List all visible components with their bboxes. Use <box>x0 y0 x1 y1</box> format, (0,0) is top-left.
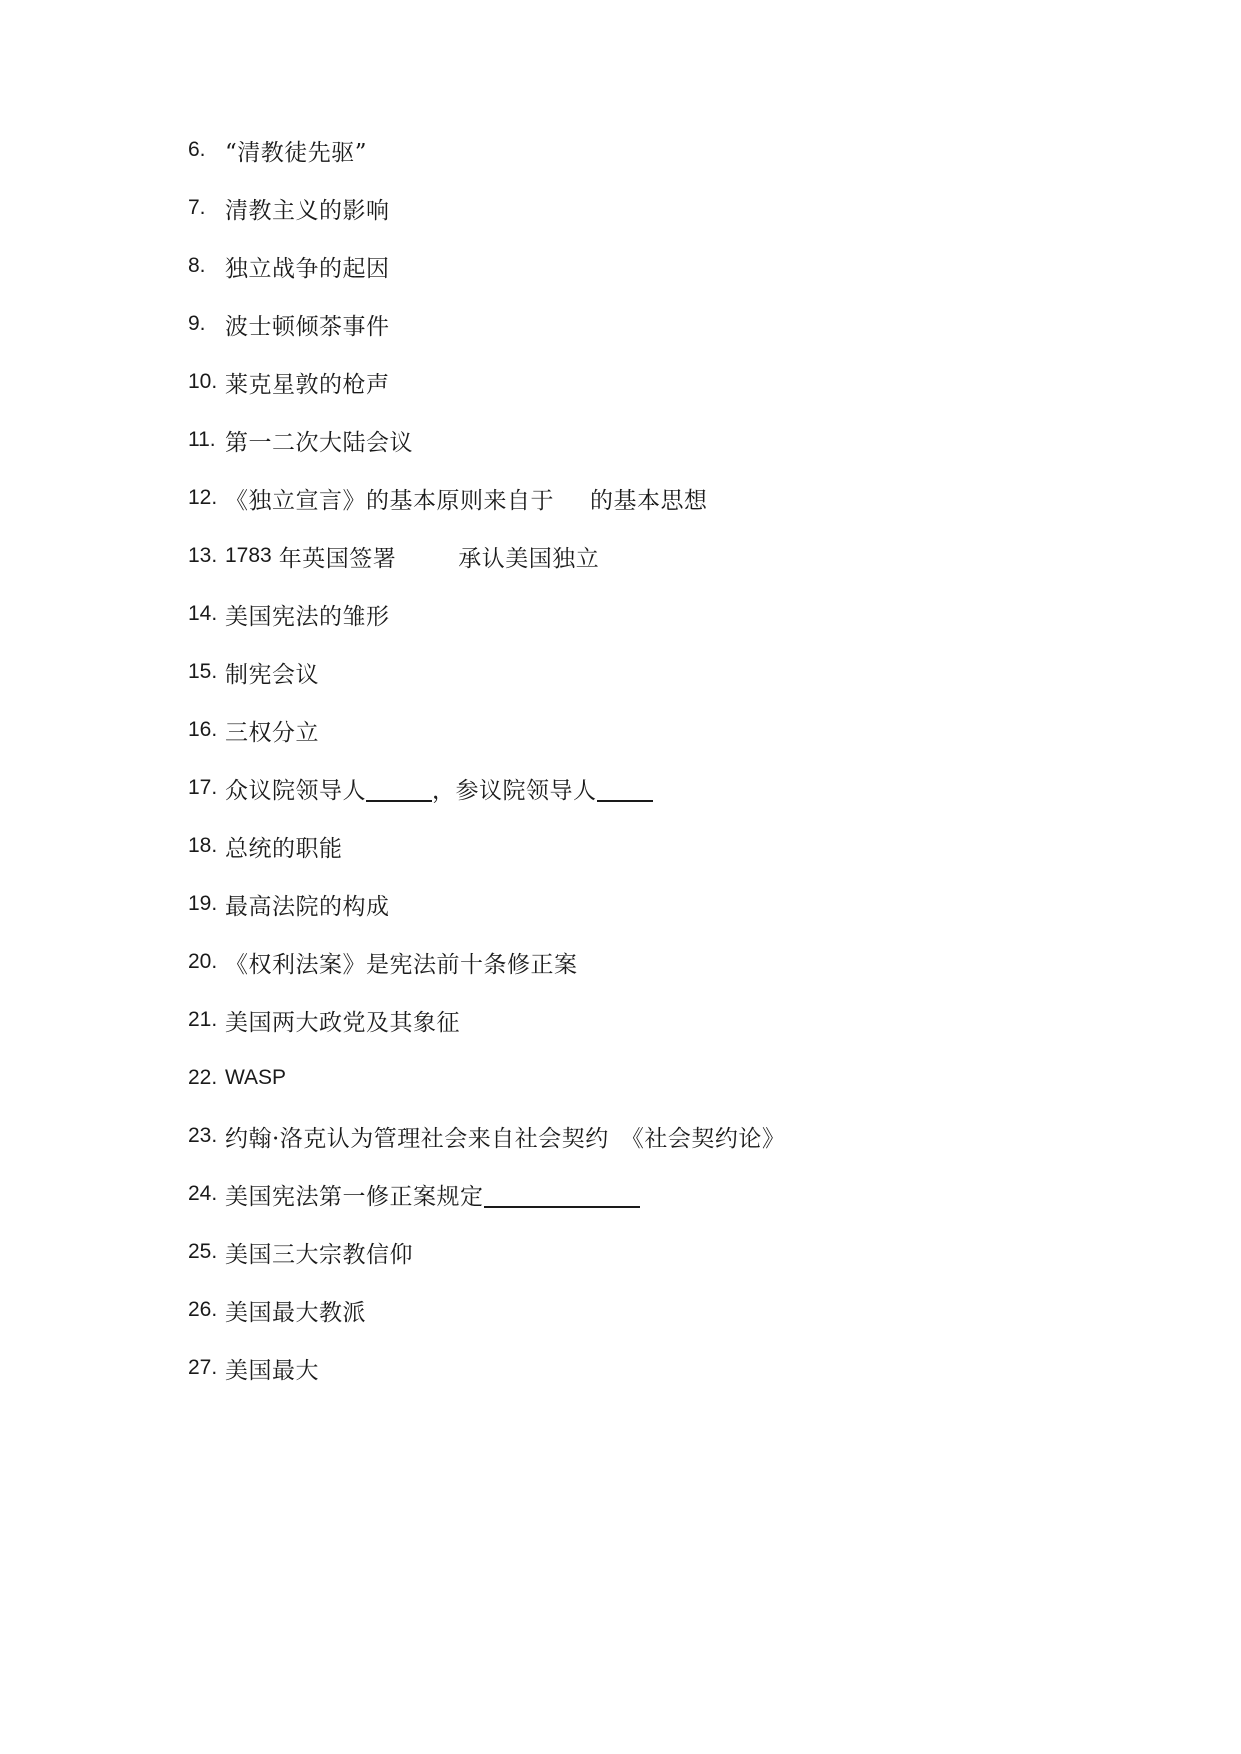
list-item <box>188 594 390 634</box>
item-number: 26. <box>188 1298 218 1321</box>
item-text: 第一二次大陆会议 <box>225 429 413 456</box>
fill-in-blank <box>366 778 432 802</box>
list-item <box>188 362 390 402</box>
item-text-part-a: 约翰·洛克认为管理社会来自社会契约 <box>225 1125 609 1152</box>
item-number: 12. <box>188 486 218 509</box>
item-text: WASP <box>225 1066 287 1089</box>
item-number: 17. <box>188 776 218 799</box>
item-number: 19. <box>188 892 218 915</box>
fill-in-blank <box>597 778 653 802</box>
item-text-part-b: 承认美国独立 <box>458 545 600 572</box>
list-item <box>188 304 390 344</box>
list-item <box>188 652 319 692</box>
item-number: 8. <box>188 254 206 277</box>
item-text: 总统的职能 <box>225 835 343 862</box>
item-text: 制宪会议 <box>225 661 319 688</box>
item-number: 15. <box>188 660 218 683</box>
item-text-part-a: 年英国签署 <box>278 545 397 572</box>
item-text-part-b: 的基本思想 <box>590 487 708 514</box>
item-text-part-b: ，参议院领导人 <box>432 777 597 804</box>
list-item <box>188 942 578 982</box>
list-item <box>188 1232 413 1272</box>
item-text: 莱克星敦的枪声 <box>225 371 390 398</box>
item-text: 最高法院的构成 <box>225 893 390 920</box>
list-item <box>188 1116 785 1156</box>
list-item <box>188 478 708 518</box>
item-number: 14. <box>188 602 218 625</box>
list-item <box>188 536 599 576</box>
item-text: 波士顿倾茶事件 <box>225 313 390 340</box>
item-number: 11. <box>188 428 216 451</box>
item-text: 美国最大 <box>225 1357 319 1384</box>
item-number: 27. <box>188 1356 218 1379</box>
item-number: 25. <box>188 1240 218 1263</box>
list-item <box>188 1290 366 1330</box>
list-item <box>188 884 390 924</box>
item-text-part-a: 众议院领导人 <box>225 777 366 804</box>
list-item <box>188 1348 319 1388</box>
item-number: 16. <box>188 718 218 741</box>
item-year: 1783 <box>225 544 272 567</box>
item-text: 三权分立 <box>225 719 319 746</box>
item-text: 美国宪法第一修正案规定 <box>225 1183 484 1210</box>
item-number: 9. <box>188 312 206 335</box>
list-item <box>188 1000 460 1040</box>
item-text: “清教徒先驱” <box>225 139 368 166</box>
list-item <box>188 768 653 808</box>
item-number: 10. <box>188 370 218 393</box>
item-number: 23. <box>188 1124 218 1147</box>
item-text: 美国宪法的雏形 <box>225 603 390 630</box>
list-item <box>188 420 413 460</box>
item-text: 美国最大教派 <box>225 1299 366 1326</box>
list-item <box>188 826 343 866</box>
item-text: 独立战争的起因 <box>225 255 390 282</box>
list-item <box>188 130 367 170</box>
list-item <box>188 1174 640 1214</box>
fill-in-blank <box>484 1184 640 1208</box>
item-number: 20. <box>188 950 218 973</box>
item-number: 18. <box>188 834 218 857</box>
item-number: 22. <box>188 1066 218 1089</box>
list-item <box>188 1058 286 1098</box>
list-item <box>188 188 390 228</box>
item-number: 13. <box>188 544 218 567</box>
list-item <box>188 246 390 286</box>
item-text: 清教主义的影响 <box>225 197 390 224</box>
item-text-part-a: 《独立宣言》的基本原则来自于 <box>225 487 554 514</box>
item-text-part-b: 《社会契约论》 <box>620 1125 786 1152</box>
item-number: 7. <box>188 196 206 219</box>
item-number: 21. <box>188 1008 218 1031</box>
item-text: 美国三大宗教信仰 <box>225 1241 413 1268</box>
item-text: 美国两大政党及其象征 <box>225 1009 460 1036</box>
list-item <box>188 710 319 750</box>
item-number: 6. <box>188 138 206 161</box>
item-text: 《权利法案》是宪法前十条修正案 <box>225 951 578 978</box>
item-number: 24. <box>188 1182 218 1205</box>
